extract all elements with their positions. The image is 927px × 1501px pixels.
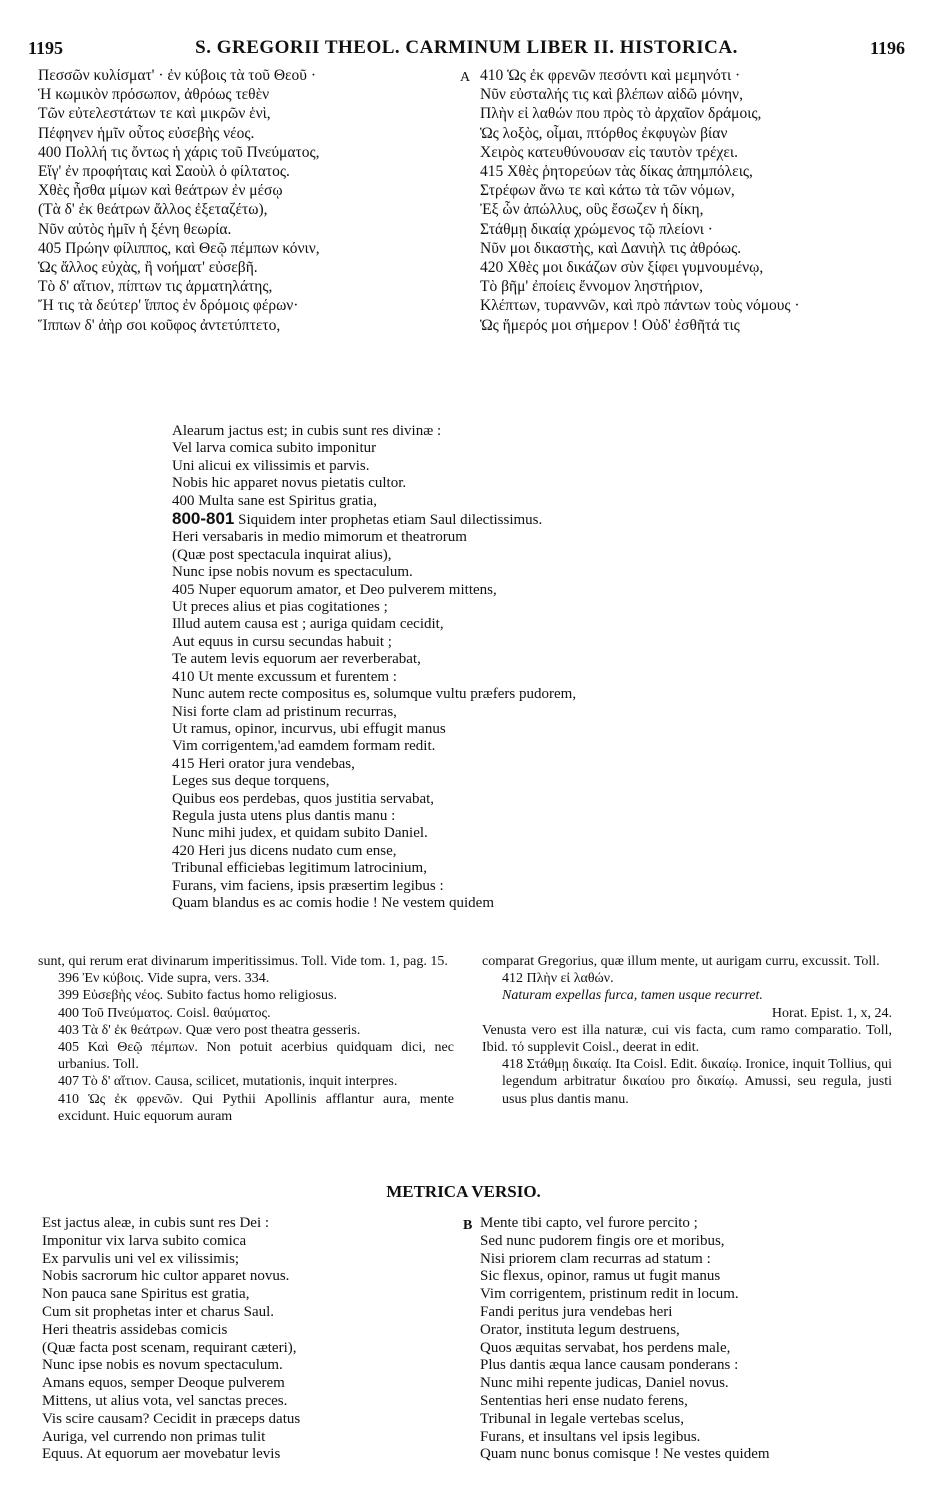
greek-line: Τὸ βῆμ' ἐποίεις ἔννομον ληστήριον, xyxy=(480,278,703,296)
verse-line: Vim corrigentem, pristinum redit in locum. xyxy=(480,1286,739,1303)
verse-line: Mente tibi capto, vel furore percito ; xyxy=(480,1215,698,1231)
latin-line: Uni alicui ex vilissimis et parvis. xyxy=(172,457,370,474)
latin-line: Nunc mihi judex, et quidam subito Daniel. xyxy=(172,825,428,842)
column-marker-a: A xyxy=(460,70,471,85)
latin-line: Leges sus deque torquens, xyxy=(172,773,330,790)
latin-line-text: Siquidem inter prophetas etiam Saul dilectissimus. xyxy=(234,512,543,529)
greek-line: Ὡς ἥμερός μοι σήμερον ! Οὐδ' ἐσθῆτά τις xyxy=(480,316,740,334)
footnotes-left-column xyxy=(38,953,454,1125)
greek-line: Νῦν αὐτὸς ἡμῖν ἡ ξένη θεωρία. xyxy=(38,220,232,238)
metrica-versio-right-column xyxy=(480,1215,900,1464)
verse-line: Tribunal in legale vertebas scelus, xyxy=(480,1410,684,1427)
footnote-quotation: Naturam expellas furca, tamen usque recurret. xyxy=(502,988,763,1004)
greek-line: (Τὰ δ' ἐκ θεάτρων ἄλλος ἐξεταζέτω), xyxy=(38,201,268,219)
greek-line: Στρέφων ἄνω τε καὶ κάτω τὰ τῶν νόμων, xyxy=(480,182,735,200)
footnote-citation: Horat. Epist. 1, x, 24. xyxy=(771,1005,892,1021)
greek-text-left-column xyxy=(38,66,458,335)
verse-line: Orator, instituta legum destruens, xyxy=(480,1321,680,1338)
column-number: 800-801 xyxy=(172,509,235,529)
greek-line: 400 Πολλή τις ὄντως ἡ χάρις τοῦ Πνεύματος, xyxy=(38,143,320,161)
verse-line: Auriga, vel currendo non primas tulit xyxy=(42,1428,266,1445)
latin-line: (Quæ post spectacula inquirat alius), xyxy=(172,546,392,563)
footnote: 410 Ὡς ἐκ φρενῶν. Qui Pythii Apollinis afflantur aura, mente excidunt. Huic equorum auram xyxy=(58,1091,454,1124)
footnote: comparat Gregorius, quæ illum mente, ut aurigam curru, excussit. Toll. xyxy=(482,954,880,969)
greek-line: Πλὴν εἰ λαθών που πρὸς τὸ ἀρχαῖον δράμοις, xyxy=(480,105,762,123)
latin-line: 405 Nuper equorum amator, et Deo pulverem mittens, xyxy=(172,581,497,598)
section-heading: METRICA VERSIO. xyxy=(386,1182,541,1201)
verse-line: Sic flexus, opinor, ramus ut fugit manus xyxy=(480,1268,721,1285)
greek-line: Ἤ τις τὰ δεύτερ' ἵππος ἐν δρόμοις φέρων· xyxy=(38,297,299,315)
latin-line: Ut preces alius et pias cogitationes ; xyxy=(172,599,388,616)
latin-line: 400 Multa sane est Spiritus gratia, xyxy=(172,492,377,509)
greek-line: Ἐξ ὧν ἀπώλλυς, οὓς ἔσωζεν ἡ δίκη, xyxy=(480,201,704,219)
footnotes-right-column xyxy=(482,953,892,1108)
latin-line: Nunc autem recte compositus es, solumque vultu præfers pudorem, xyxy=(172,686,577,703)
verse-line: Fandi peritus jura vendebas heri xyxy=(480,1303,673,1320)
verse-line: (Quæ facta post scenam, requirant cæteri), xyxy=(42,1339,297,1356)
latin-line: Nunc ipse nobis novum es spectaculum. xyxy=(172,564,413,581)
footnote: 400 Τοῦ Πνεύματος. Coisl. θαύματος. xyxy=(58,1005,271,1021)
greek-line: Πεσσῶν κυλίσματ' · ἐν κύβοις τὰ τοῦ Θεοῦ · xyxy=(38,67,317,84)
page-number-left: 1195 xyxy=(28,37,64,58)
greek-text-right-column xyxy=(480,66,910,335)
footnote: 399 Εὐσεβὴς νέος. Subito factus homo religiosus. xyxy=(58,988,337,1004)
latin-line: Tribunal efficiebas legitimum latrocinium, xyxy=(172,860,427,877)
latin-line: Furans, vim faciens, ipsis præsertim legibus : xyxy=(172,877,444,894)
footnote: 396 Ἐν κύβοις. Vide supra, vers. 334. xyxy=(58,971,270,987)
footnote: 418 Στάθμῃ δικαίᾳ. Ita Coisl. Edit. δικαίῳ. Ironice, inquit Tollius, qui legendum arbitratur δικαίου pro δικαίῳ. Amussi, seu regula, justi usus plus dantis manu. xyxy=(502,1057,892,1107)
latin-line: Te autem levis equorum aer reverberabat, xyxy=(172,651,421,668)
latin-line: Quam blandus es ac comis hodie ! Ne vestem quidem xyxy=(172,894,495,911)
verse-line: Nunc mihi repente judicas, Daniel novus. xyxy=(480,1375,729,1392)
latin-line: 420 Heri jus dicens nudato cum ense, xyxy=(172,842,397,859)
verse-line: Non pauca sane Spiritus est gratia, xyxy=(42,1286,250,1303)
verse-line: Ex parvulis uni vel ex vilissimis; xyxy=(42,1250,240,1267)
latin-line: Quibus eos perdebas, quos justitia servabat, xyxy=(172,790,435,807)
greek-line: 415 Χθὲς ῥητορεύων τὰς δίκας ἀπημπόλεις, xyxy=(480,163,753,181)
footnote: 407 Τὸ δ' αἴτιον. Causa, scilicet, mutationis, inquit interpres. xyxy=(58,1074,398,1090)
latin-line xyxy=(172,510,812,529)
verse-line: Sententias heri ense nudato ferens, xyxy=(480,1392,688,1409)
latin-line: 415 Heri orator jura vendebas, xyxy=(172,755,355,772)
verse-line: Est jactus aleæ, in cubis sunt res Dei : xyxy=(42,1215,270,1231)
greek-line: Στάθμῃ δικαίᾳ χρώμενος τῷ πλείονι · xyxy=(480,220,713,238)
latin-line: Aut equus in cursu secundas habuit ; xyxy=(172,633,392,650)
verse-line: Cum sit prophetas inter et charus Saul. xyxy=(42,1303,275,1320)
footnote: sunt, qui rerum erat divinarum imperitissimus. Toll. Vide tom. 1, pag. 15. xyxy=(38,954,448,969)
greek-line: Πέφηνεν ἡμῖν οὗτος εὐσεβὴς νέος. xyxy=(38,124,255,142)
greek-line: Κλέπτων, τυραννῶν, καὶ πρὸ πάντων τοὺς νόμους · xyxy=(480,297,800,315)
verse-line: Vis scire causam? Cecidit in præceps datus xyxy=(42,1410,301,1427)
greek-line: Τὸ δ' αἴτιον, πίπτων τις ἁρματηλάτης, xyxy=(38,278,273,296)
page-number-right: 1196 xyxy=(869,37,905,58)
greek-line: Ἡ κωμικὸν πρόσωπον, ἀθρόως τεθὲν xyxy=(38,86,270,104)
footnote: Venusta vero est illa naturæ, cui vis facta, cum ramo comparatio. Toll, Ibid. τό supplevit Coisl., deerat in edit. xyxy=(482,1022,892,1056)
verse-line: Sed nunc pudorem fingis ore et moribus, xyxy=(480,1232,725,1249)
greek-line: Ἵππων δ' ἀὴρ σοι κοῦφος ἀντετύπτετο, xyxy=(38,316,281,334)
greek-line: Τῶν εὐτελεστάτων τε καὶ μικρῶν ἑνὶ, xyxy=(38,105,271,123)
verse-line: Nunc ipse nobis es novum spectaculum. xyxy=(42,1357,283,1374)
verse-line: Nobis sacrorum hic cultor apparet novus. xyxy=(42,1268,290,1285)
greek-line: Νῦν εὐσταλής τις καὶ βλέπων αἰδῶ μόνην, xyxy=(480,86,743,104)
greek-line: Εἴγ' ἐν προφήταις καὶ Σαοὺλ ὁ φίλτατος. xyxy=(38,163,290,181)
latin-line: Illud autem causa est ; auriga quidam cecidit, xyxy=(172,616,444,633)
verse-line: Heri theatris assidebas comicis xyxy=(42,1321,228,1338)
latin-line: 410 Ut mente excussum et furentem : xyxy=(172,668,397,685)
latin-line: Alearum jactus est; in cubis sunt res divinæ : xyxy=(172,423,442,439)
latin-line: Heri versabaris in medio mimorum et theatrorum xyxy=(172,529,467,546)
greek-line: Χειρὸς κατευθύνουσαν εἰς ταυτὸν τρέχει. xyxy=(480,143,738,161)
latin-translation xyxy=(172,423,812,912)
verse-line: Plus dantis æqua lance causam ponderans : xyxy=(480,1357,739,1374)
verse-line: Equus. At equorum aer movebatur levis xyxy=(42,1446,281,1463)
footnote: 403 Τὰ δ' ἐκ θεάτρων. Quæ vero post theatra gesseris. xyxy=(58,1022,361,1038)
running-title: S. GREGORII THEOL. CARMINUM LIBER II. HISTORICA. xyxy=(195,37,738,58)
footnote: 412 Πλὴν εἰ λαθών. xyxy=(502,971,614,987)
verse-line: Quam nunc bonus comisque ! Ne vestes quidem xyxy=(480,1446,770,1463)
footnote: 405 Καὶ Θεῷ πέμπων. Non potuit acerbius quidquam dici, nec urbanius. Toll. xyxy=(58,1040,454,1073)
page-header xyxy=(28,36,905,60)
metrica-versio-left-column xyxy=(42,1215,452,1464)
latin-line: Vel larva comica subito imponitur xyxy=(172,440,377,457)
column-marker-b: B xyxy=(463,1218,473,1233)
greek-line: Ὡς λοξὸς, οἶμαι, πτόρθος ἐκφυγὼν βίαν xyxy=(480,124,728,142)
greek-line: 420 Χθὲς μοι δικάζων σὺν ξίφει γυμνουμένῳ, xyxy=(480,259,764,277)
latin-line: Vim corrigentem,'ad eamdem formam redit. xyxy=(172,738,436,755)
latin-line: Ut ramus, opinor, incurvus, ubi effugit manus xyxy=(172,720,446,737)
verse-line: Quos æquitas servabat, hos perdens male, xyxy=(480,1339,731,1356)
verse-line: Mittens, ut alius vota, vel sanctas preces. xyxy=(42,1392,288,1409)
greek-line: Νῦν μοι δικαστὴς, καὶ Δανιὴλ τις ἀθρόως. xyxy=(480,239,742,257)
greek-line: 410 Ὡς ἐκ φρενῶν πεσόντι καὶ μεμηνότι · xyxy=(480,67,741,84)
verse-line: Amans equos, semper Deoque pulverem xyxy=(42,1375,285,1392)
verse-line: Furans, et insultans vel ipsis legibus. xyxy=(480,1428,701,1445)
greek-line: Χθὲς ἦσθα μίμων καὶ θεάτρων ἐν μέσῳ xyxy=(38,182,283,200)
latin-line: Regula justa utens plus dantis manu : xyxy=(172,807,396,824)
greek-line: Ὡς ἄλλος εὐχὰς, ἢ νοήματ' εὐσεβῆ. xyxy=(38,259,258,277)
latin-line: Nobis hic apparet novus pietatis cultor. xyxy=(172,475,407,492)
verse-line: Nisi priorem clam recurras ad statum : xyxy=(480,1250,711,1267)
verse-line: Imponitur vix larva subito comica xyxy=(42,1232,247,1249)
greek-line: 405 Πρώην φίλιππος, καὶ Θεῷ πέμπων κόνιν, xyxy=(38,239,320,257)
latin-line: Nisi forte clam ad pristinum recurras, xyxy=(172,703,397,720)
